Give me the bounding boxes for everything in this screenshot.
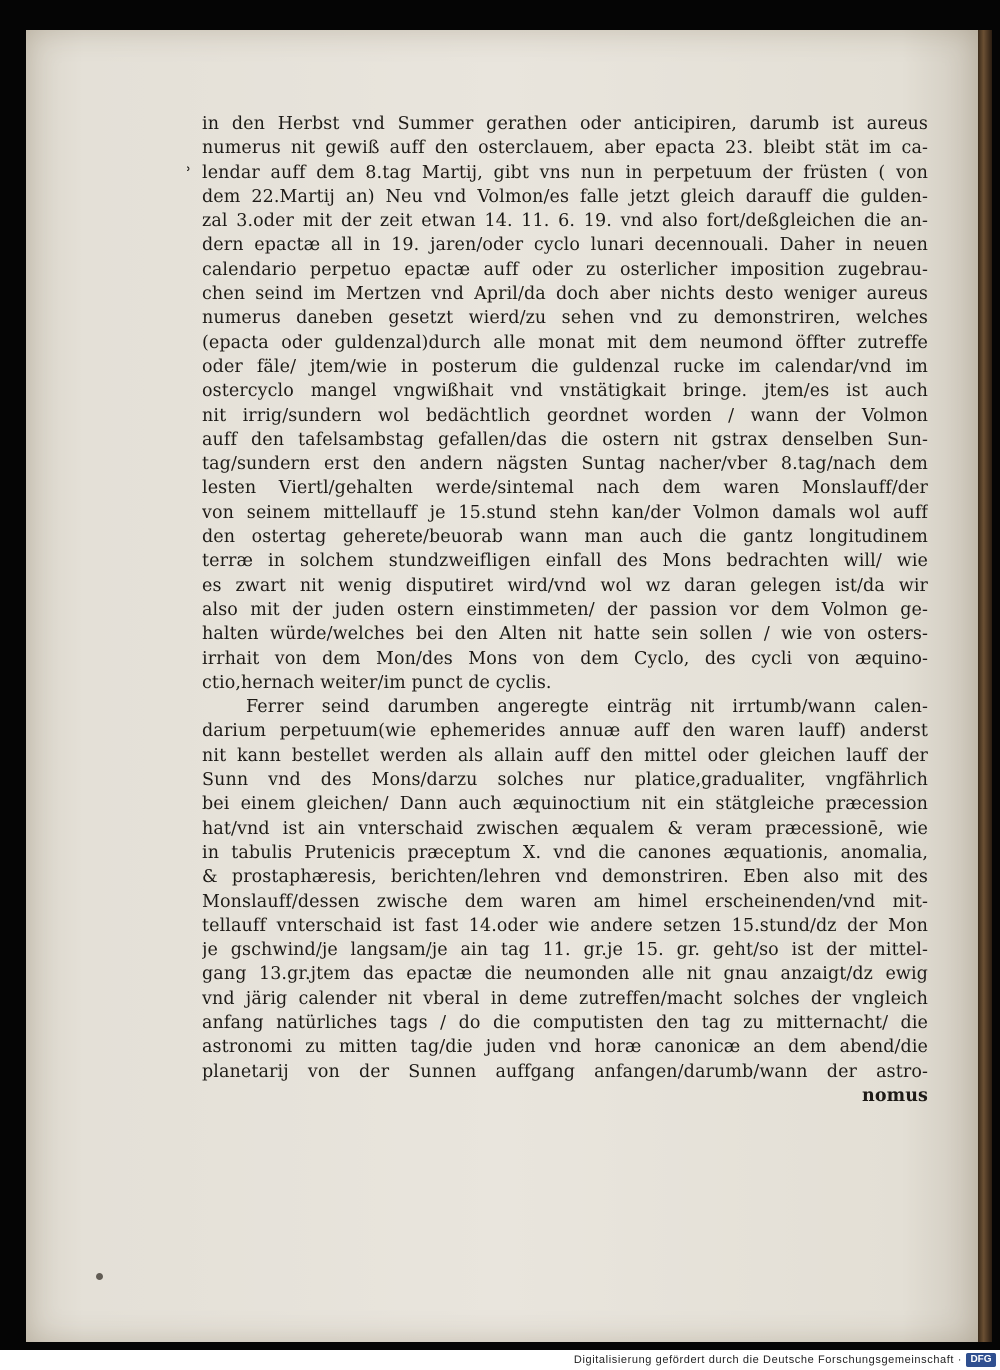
text-line: auff den tafelsambstag gefallen/das die ostern nit gstrax denselben Sun- bbox=[202, 429, 928, 450]
text-line: ostercyclo mangel vngwißhait vnd vnstätigkait bringe. jtem/es ist auch bbox=[202, 381, 928, 402]
text-line: tellauff vnterschaid ist fast 14.oder wie andere setzen 15.stund/dz der Mon bbox=[202, 915, 928, 936]
text-line: den ostertag geherete/beuorab wann man auch die gantz longitudinem bbox=[202, 527, 928, 548]
text-line: tag/sundern erst den andern nägsten Suntag nacher/vber 8.tag/nach dem bbox=[202, 454, 928, 475]
book-spine-edge bbox=[978, 30, 992, 1342]
ink-spot bbox=[96, 1273, 103, 1280]
text-line: Sunn vnd des Mons/darzu solches nur platice,gradualiter, vngfährlich bbox=[202, 770, 928, 791]
text-line: dern epactæ all in 19. jaren/oder cyclo lunari decennouali. Daher in neuen bbox=[202, 235, 928, 256]
text-line: oder fäle/ jtem/wie in posterum die guldenzal rucke im calendar/vnd im bbox=[202, 356, 928, 377]
body-text bbox=[202, 112, 928, 1108]
text-line: bei einem gleichen/ Dann auch æquinoctium nit ein stätgleiche præcession bbox=[202, 794, 928, 815]
text-line: lendar auff dem 8.tag Martij, gibt vns nun in perpetuum der früsten ( von bbox=[202, 162, 928, 183]
text-line: & prostaphæresis, berichten/lehren vnd demonstriren. Eben also mit des bbox=[202, 867, 928, 888]
text-line: hat/vnd ist ain vnterschaid zwischen æqualem & veram præcessionē, wie bbox=[202, 818, 928, 839]
text-line: dem 22.Martij an) Neu vnd Volmon/es falle jetzt gleich darauff die gulden- bbox=[202, 186, 928, 207]
text-line: halten würde/welches bei den Alten nit hatte sein sollen / wie von osters- bbox=[202, 624, 928, 645]
text-line: Monslauff/dessen zwische dem waren am himel erscheinenden/vnd mit- bbox=[202, 891, 928, 912]
text-line: terræ in solchem stundzweifligen einfall des Mons bedrachten will/ wie bbox=[202, 551, 928, 572]
text-line: in tabulis Prutenicis præceptum X. vnd die canones æquationis, anomalia, bbox=[202, 842, 928, 863]
paragraph-start-line: Ferrer seind darumben angeregte einträg nit irrtumb/wann calen- bbox=[246, 697, 928, 718]
digitization-footer bbox=[0, 1350, 1000, 1370]
text-line: irrhait von dem Mon/des Mons von dem Cyclo, des cycli von æquino- bbox=[202, 648, 928, 669]
text-line: also mit der juden ostern einstimmeten/ der passion vor dem Volmon ge- bbox=[202, 599, 928, 620]
text-line: vnd järig calender nit vberal in deme zutreffen/macht solches der vngleich bbox=[202, 988, 928, 1009]
text-line: zal 3.oder mit der zeit etwan 14. 11. 6. 19. vnd also fort/deßgleichen die an- bbox=[202, 211, 928, 232]
text-line: calendario perpetuo epactæ auff oder zu osterlicher imposition zugebrau- bbox=[202, 259, 928, 280]
text-line: gang 13.gr.jtem das epactæ die neumonden alle nit gnau anzaigt/dz ewig bbox=[202, 964, 928, 985]
text-line: je gschwind/je langsam/je ain tag 11. gr.je 15. gr. geht/so ist der mittel- bbox=[202, 940, 928, 961]
text-line: in den Herbst vnd Summer gerathen oder anticipiren, darumb ist aureus bbox=[202, 114, 928, 134]
text-line: numerus daneben gesetzt wierd/zu sehen vnd zu demonstriren, welches bbox=[202, 308, 928, 329]
text-line: darium perpetuum(wie ephemerides annuæ auff den waren lauff) anderst bbox=[202, 721, 928, 742]
text-line: numerus nit gewiß auff den osterclauem, aber epacta 23. bleibt stät im ca- bbox=[202, 138, 928, 159]
text-line: nit kann bestellet werden als allain auff den mittel oder gleichen lauff der bbox=[202, 745, 928, 766]
text-line: planetarij von der Sunnen auffgang anfangen/darumb/wann der astro- bbox=[202, 1061, 928, 1082]
text-line: (epacta oder guldenzal)durch alle monat mit dem neumond öffter zutreffe bbox=[202, 332, 928, 353]
footer-credit-text: Digitalisierung gefördert durch die Deutsche Forschungsgemeinschaft · bbox=[573, 1354, 962, 1366]
text-line: lesten Viertl/gehalten werde/sintemal nach dem waren Monslauff/der bbox=[202, 478, 928, 499]
text-line: von seinem mittellauff je 15.stund stehn kan/der Volmon damals wol auff bbox=[202, 502, 928, 523]
text-line: anfang natürliches tags / do die computisten den tag zu mitternacht/ die bbox=[202, 1012, 928, 1033]
catchword: nomus bbox=[862, 1085, 928, 1106]
dfg-logo-icon[interactable]: DFG bbox=[966, 1353, 996, 1367]
text-line: nit irrig/sundern wol bedächtlich geordnet worden / wann der Volmon bbox=[202, 405, 928, 426]
text-line: astronomi zu mitten tag/die juden vnd horæ canonicæ an dem abend/die bbox=[202, 1037, 928, 1058]
margin-mark: ʾ bbox=[186, 164, 192, 185]
text-line: es zwart nit wenig disputiret wird/vnd wol wz daran gelegen ist/da wir bbox=[202, 575, 928, 596]
text-line: ctio,hernach weiter/im punct de cyclis. bbox=[202, 672, 552, 693]
text-line: chen seind im Mertzen vnd April/da doch aber nichts desto weniger aureus bbox=[202, 284, 928, 305]
